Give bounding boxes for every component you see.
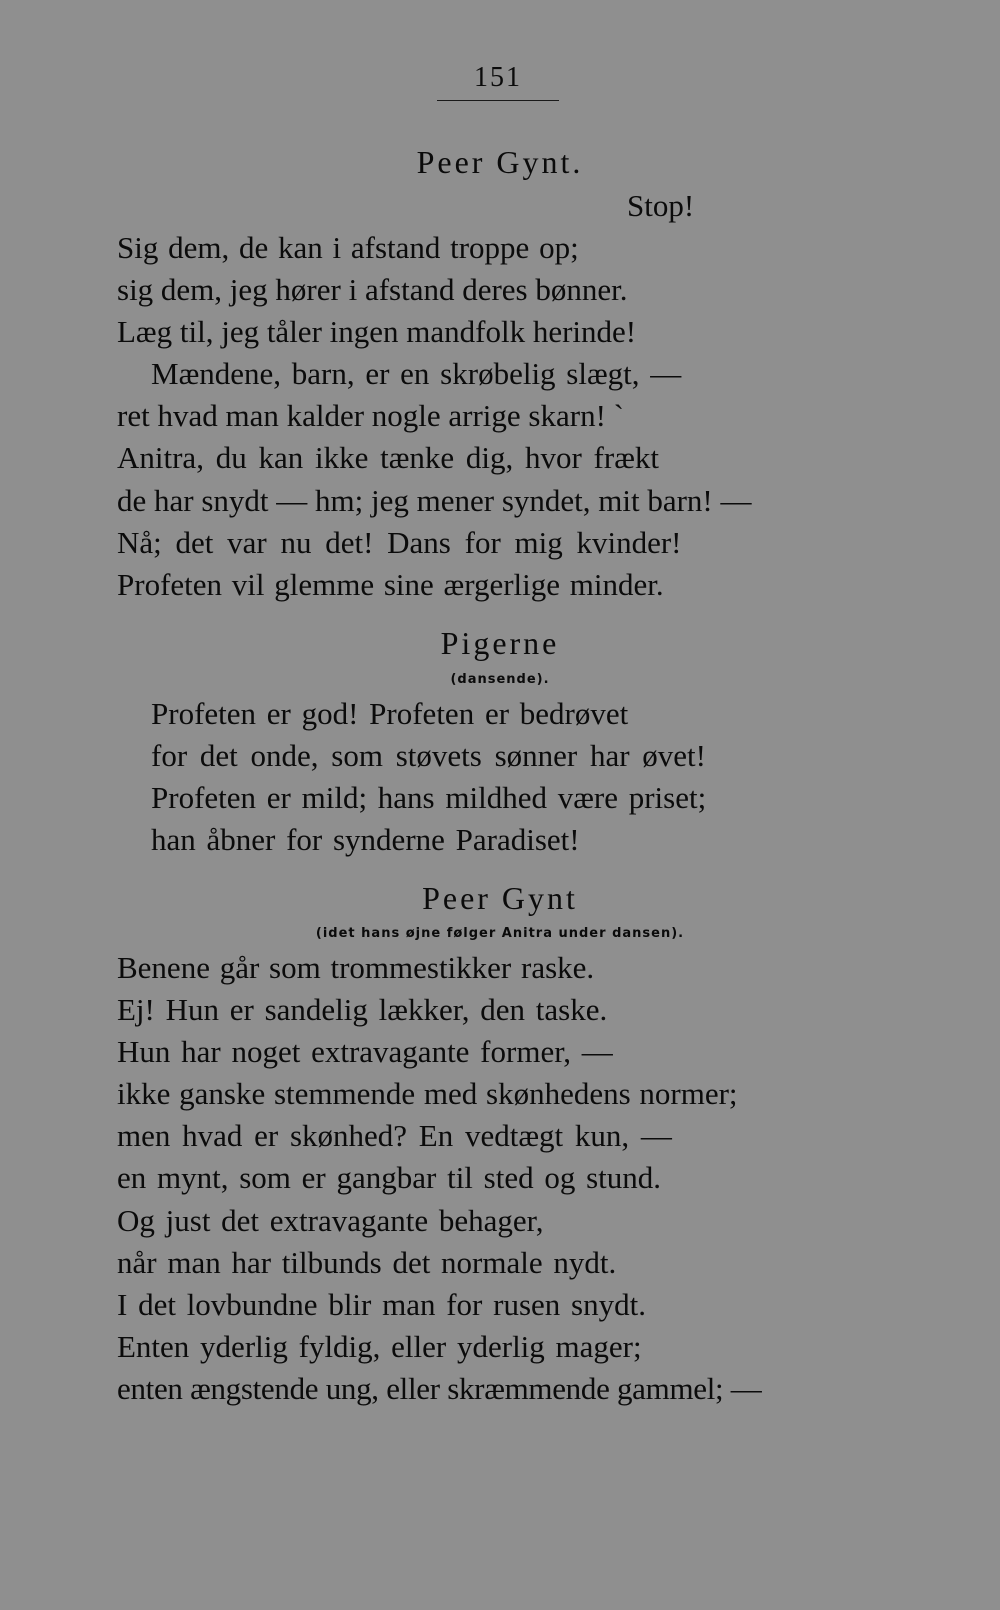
verse-line: Hun har noget extravagante former, — (117, 1034, 613, 1069)
verse-line: ret hvad man kalder nogle arrige skarn! ` (117, 398, 624, 433)
verse-line: Stop! (627, 188, 695, 223)
verse-line: enten ængstende ung, eller skræmmende gammel; — (117, 1371, 762, 1406)
verse-line: Benene går som trommestikker raske. (117, 950, 595, 985)
verse-line: Profeten er mild; hans mildhed være priset; (151, 780, 707, 815)
verse-line: I det lovbundne blir man for rusen snydt. (117, 1287, 646, 1322)
verse-line: Ej! Hun er sandelig lækker, den taske. (117, 992, 608, 1027)
verse-line: Profeten er god! Profeten er bedrøvet (151, 696, 629, 731)
speaker-heading: Peer Gynt (422, 880, 578, 916)
verse-line: Sig dem, de kan i afstand troppe op; (117, 230, 579, 265)
verse-line: Nå; det var nu det! Dans for mig kvinder! (117, 525, 682, 560)
verse-line: når man har tilbunds det normale nydt. (117, 1245, 617, 1280)
verse-line: en mynt, som er gangbar til sted og stund. (117, 1160, 662, 1195)
verse-line: Enten yderlig fyldig, eller yderlig mager; (117, 1329, 642, 1364)
verse-line: ikke ganske stemmende med skønhedens normer; (117, 1076, 738, 1111)
verse-line: men hvad er skønhed? En vedtægt kun, — (117, 1118, 672, 1153)
verse-line: Mændene, barn, er en skrøbelig slægt, — (151, 356, 682, 391)
verse-line: Og just det extravagante behager, (117, 1203, 544, 1238)
page-number-rule (437, 100, 559, 101)
verse-line: han åbner for synderne Paradiset! (151, 822, 580, 857)
verse-line: for det onde, som støvets sønner har øvet! (151, 738, 706, 773)
verse-line: de har snydt — hm; jeg mener syndet, mit barn! — (117, 483, 752, 518)
page-number: 151 (474, 62, 522, 93)
verse-line: sig dem, jeg hører i afstand deres bønner. (117, 272, 628, 307)
verse-line: Profeten vil glemme sine ærgerlige minder. (117, 567, 664, 602)
speaker-heading: Peer Gynt. (416, 144, 584, 180)
stage-direction: (dansende). (450, 672, 550, 687)
verse-line: Læg til, jeg tåler ingen mandfolk herinde! (117, 314, 637, 349)
speaker-heading: Pigerne (440, 625, 560, 661)
verse-line: Anitra, du kan ikke tænke dig, hvor frækt (117, 440, 659, 475)
stage-direction: (idet hans øjne følger Anitra under dansen). (315, 926, 685, 941)
